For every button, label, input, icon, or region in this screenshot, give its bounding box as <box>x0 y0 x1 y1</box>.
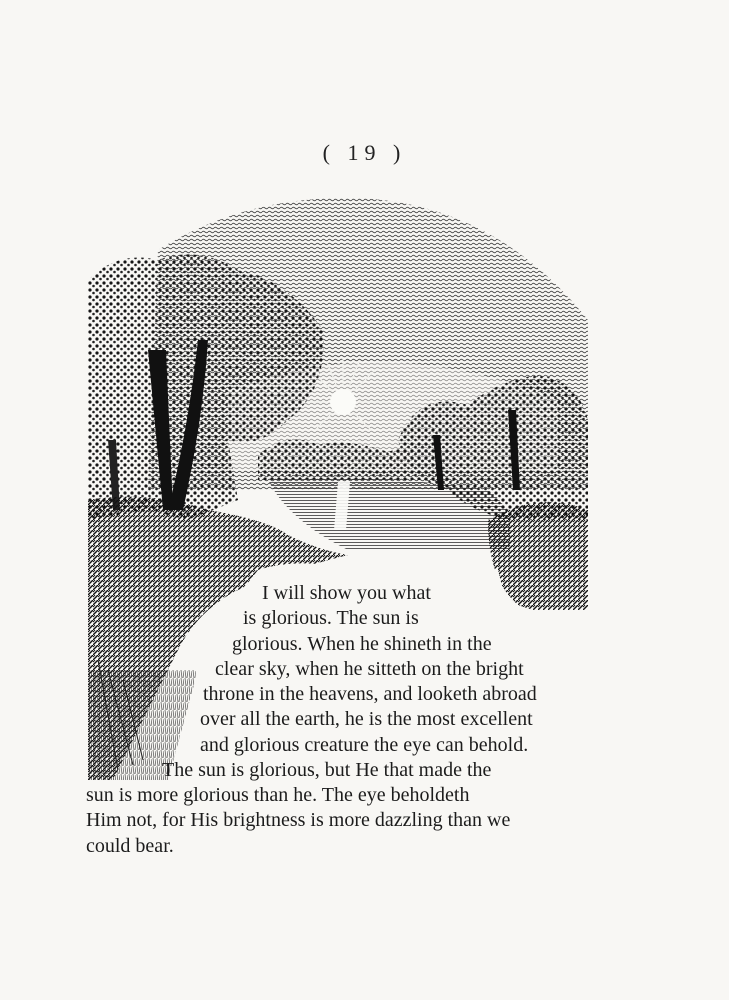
text-line-9: sun is more glorious than he. The eye beholdeth <box>86 784 470 806</box>
text-line-3: glorious. When he shineth in the <box>232 633 492 655</box>
text-line-5: throne in the heavens, and looketh abroad <box>203 683 537 705</box>
text-line-1: I will show you what <box>262 582 431 604</box>
text-line-7: and glorious creature the eye can behold. <box>200 734 529 756</box>
text-line-10: Him not, for His brightness is more dazzling than we <box>86 809 511 831</box>
text-line-6: over all the earth, he is the most excellent <box>200 708 533 730</box>
page-number: ( 19 ) <box>322 140 407 165</box>
text-line-4: clear sky, when he sitteth on the bright <box>215 658 524 680</box>
text-line-8: The sun is glorious, but He that made the <box>162 759 492 781</box>
text-line-11: could bear. <box>86 835 174 857</box>
text-line-2: is glorious. The sun is <box>243 607 419 629</box>
